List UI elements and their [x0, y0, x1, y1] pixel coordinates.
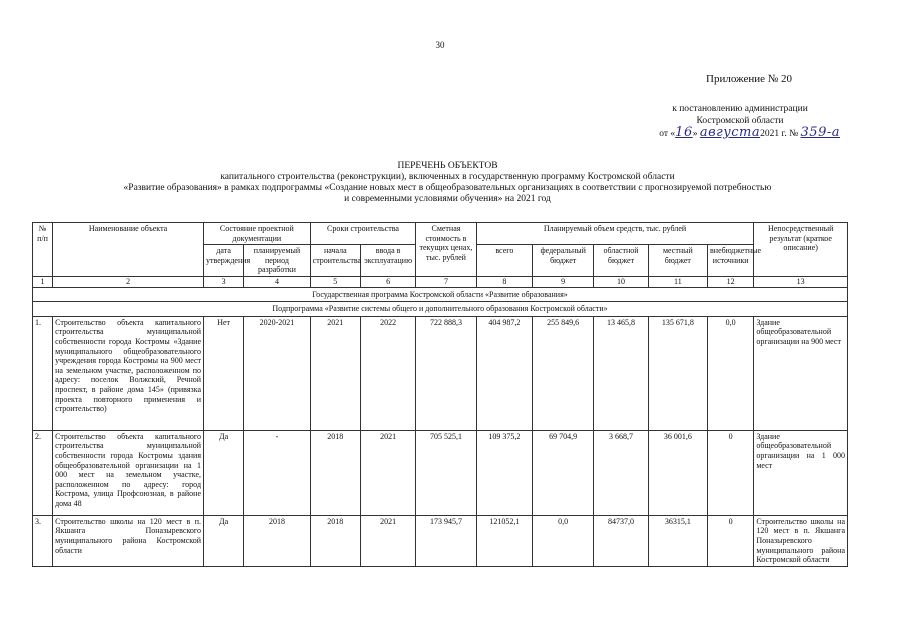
row-name: Строительство объекта капитального строительства муниципальной собственности города Костромы здания общеобразовательной организации на 1 000 мест на земельном участке, расположенном по адресу: город Кострома, улица Профсоюзная, в районе дома 48 — [53, 430, 204, 515]
row-name: Строительство объекта капитального строительства муниципальной собственности города Костромы «Здание муниципального общеобразовательного учреждения города Костромы на 900 мест на земельном участке, расположенном по адресу: поселок Волжский, Речной проспект, в районе дома 145» (привязка проекта повторного применения и строительство) — [53, 316, 204, 430]
program-row — [33, 287, 848, 302]
col-number: 11 — [648, 276, 707, 287]
row-name: Строительство школы на 120 мест в п. Якшанга Поназыревского муниципального района Костромской области — [53, 515, 204, 566]
col-number: 1 — [33, 276, 53, 287]
row-result: Здание общеобразовательной организации на 900 мест — [754, 316, 848, 430]
table-row — [33, 316, 848, 430]
row-dev-period: 2018 — [244, 515, 310, 566]
decree-sep: » — [692, 129, 698, 139]
row-federal: 69 704,9 — [532, 430, 593, 515]
title-line-3: «Развитие образования» в рамках подпрограммы «Создание новых мест в общеобразовательных организациях в соответствии с прогнозируемой потребностью — [123, 183, 772, 193]
title-line-2: капитального строительства (реконструкции), включенных в государственную программу Костромской области — [220, 172, 675, 182]
row-commission: 2021 — [360, 430, 415, 515]
col-number: 2 — [53, 276, 204, 287]
col-number: 12 — [708, 276, 754, 287]
header-local: местный бюджет — [648, 245, 707, 277]
row-result: Здание общеобразовательной организации на 1 000 мест — [754, 430, 848, 515]
row-extra: 0 — [708, 430, 754, 515]
header-planned-dev: планируемый период разработки — [244, 245, 310, 277]
header-regional: областной бюджет — [594, 245, 648, 277]
row-regional: 3 668,7 — [594, 430, 648, 515]
col-number: 5 — [310, 276, 360, 287]
row-start: 2018 — [310, 430, 360, 515]
header-result: Непосредственный результат (краткое описание) — [754, 223, 848, 277]
row-federal: 255 849,6 — [532, 316, 593, 430]
col-number: 6 — [360, 276, 415, 287]
title-line-4: и современными условиями обучения» на 2021 год — [344, 194, 551, 204]
decree-number: 359-а — [800, 125, 840, 140]
decree-from: от « — [659, 129, 676, 139]
row-num: 2. — [33, 430, 53, 515]
row-estimate: 722 888,3 — [416, 316, 476, 430]
col-number: 4 — [244, 276, 310, 287]
header-construction-terms: Сроки строительства — [310, 223, 416, 245]
page-number: 30 — [435, 40, 445, 50]
header-name: Наименование объекта — [53, 223, 204, 277]
row-commission: 2022 — [360, 316, 415, 430]
subprogram-title: Подпрограмма «Развитие системы общего и дополнительного образования Костромской области» — [33, 302, 848, 317]
row-regional: 84737,0 — [594, 515, 648, 566]
col-number: 10 — [594, 276, 648, 287]
row-approval: Да — [204, 430, 244, 515]
table-row — [33, 430, 848, 515]
program-title: Государственная программа Костромской области «Развитие образования» — [33, 287, 848, 302]
row-commission: 2021 — [360, 515, 415, 566]
row-start: 2021 — [310, 316, 360, 430]
decree-line-2: Костромской области — [696, 116, 784, 126]
row-dev-period: 2020-2021 — [244, 316, 310, 430]
decree-year: 2021 г. № — [760, 129, 799, 139]
header-approval-date: дата утверждения — [204, 245, 244, 277]
decree-line-1: к постановлению администрации — [672, 104, 808, 114]
row-total: 121052,1 — [476, 515, 532, 566]
col-number: 3 — [204, 276, 244, 287]
row-total: 109 375,2 — [476, 430, 532, 515]
header-total: всего — [476, 245, 532, 277]
row-approval: Да — [204, 515, 244, 566]
header-project-state: Состояние проектной документации — [204, 223, 311, 245]
row-start: 2018 — [310, 515, 360, 566]
decree-day: 16 — [675, 125, 693, 140]
col-number: 7 — [416, 276, 476, 287]
col-number: 8 — [476, 276, 532, 287]
row-federal: 0,0 — [532, 515, 593, 566]
column-numbers-row — [33, 276, 848, 287]
subprogram-row — [33, 302, 848, 317]
header-row-1 — [33, 223, 848, 245]
row-num: 1. — [33, 316, 53, 430]
header-estimate: Сметная стоимость в текущих ценах, тыс. рублей — [416, 223, 476, 277]
title-line-1: ПЕРЕЧЕНЬ ОБЪЕКТОВ — [397, 161, 498, 171]
row-extra: 0 — [708, 515, 754, 566]
row-regional: 13 465,8 — [594, 316, 648, 430]
header-federal: федеральный бюджет — [532, 245, 593, 277]
document-title — [40, 161, 855, 205]
decree-reference — [640, 103, 840, 140]
row-estimate: 173 945,7 — [416, 515, 476, 566]
header-planned-funds: Планируемый объем средств, тыс. рублей — [476, 223, 754, 245]
header-commission: ввода в эксплуатацию — [360, 245, 415, 277]
appendix-label: Приложение № 20 — [706, 73, 793, 85]
header-num: № п/п — [33, 223, 53, 277]
header-extrabudget: внебюджетные источники — [708, 245, 754, 277]
row-total: 404 987,2 — [476, 316, 532, 430]
objects-table — [32, 222, 848, 567]
header-start: начала строительства — [310, 245, 360, 277]
col-number: 13 — [754, 276, 848, 287]
row-num: 3. — [33, 515, 53, 566]
row-result: Строительство школы на 120 мест в п. Якшанга Поназыревского муниципального района Костромской области — [754, 515, 848, 566]
decree-month: августа — [699, 125, 761, 140]
row-dev-period: - — [244, 430, 310, 515]
row-estimate: 705 525,1 — [416, 430, 476, 515]
row-extra: 0,0 — [708, 316, 754, 430]
row-local: 135 671,8 — [648, 316, 707, 430]
row-approval: Нет — [204, 316, 244, 430]
row-local: 36 001,6 — [648, 430, 707, 515]
col-number: 9 — [532, 276, 593, 287]
table-row — [33, 515, 848, 566]
row-local: 36315,1 — [648, 515, 707, 566]
decree-date-line — [640, 127, 840, 140]
